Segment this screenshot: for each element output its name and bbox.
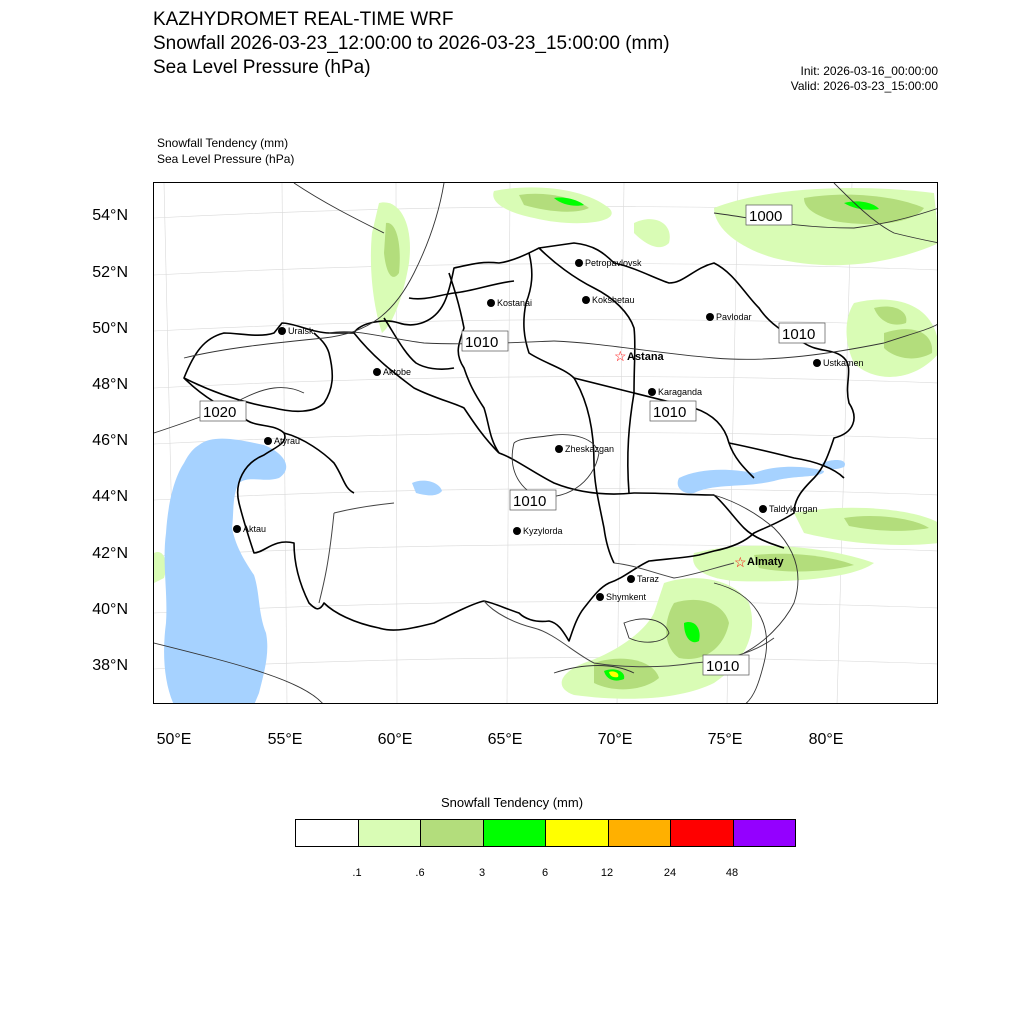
colorbar-label: 24 xyxy=(663,867,677,879)
lon-label: 80°E xyxy=(808,731,844,748)
valid-time: Valid: 2026-03-23_15:00:00 xyxy=(790,79,938,93)
city-label: Astana xyxy=(627,351,664,363)
city-label: Kostanai xyxy=(497,298,533,308)
lat-label: 38°N xyxy=(92,657,128,674)
city-marker xyxy=(582,296,590,304)
city-kostanai xyxy=(487,298,532,308)
city-astana xyxy=(614,348,665,364)
city-zheskazgan xyxy=(555,444,614,454)
city-shymkent xyxy=(596,592,647,602)
city-label: Petropavlovsk xyxy=(585,258,642,268)
pressure-label: 1000 xyxy=(749,208,783,225)
city-label: Shymkent xyxy=(606,592,647,602)
colorbar-swatch xyxy=(671,820,734,846)
city-marker xyxy=(487,299,495,307)
lat-label: 46°N xyxy=(92,432,128,449)
city-aktau xyxy=(233,524,266,534)
region-border xyxy=(539,248,635,393)
city-kyzylorda xyxy=(513,526,563,536)
city-marker xyxy=(813,359,821,367)
lon-label: 60°E xyxy=(377,731,413,748)
colorbar-label: 3 xyxy=(478,867,486,879)
init-time: Init: 2026-03-16_00:00:00 xyxy=(800,64,938,78)
city-atyrau xyxy=(264,436,300,446)
city-marker xyxy=(278,327,286,335)
lat-label: 42°N xyxy=(92,545,128,562)
lat-label: 50°N xyxy=(92,320,128,337)
lat-label: 48°N xyxy=(92,376,128,393)
colorbar-swatch xyxy=(359,820,422,846)
city-label: Ustkamen xyxy=(823,358,864,368)
city-label: Atyrau xyxy=(274,436,301,446)
city-marker xyxy=(233,525,241,533)
lat-label: 44°N xyxy=(92,488,128,505)
subtitle-pressure: Sea Level Pressure (hPa) xyxy=(157,152,295,166)
colorbar-swatch xyxy=(734,820,796,846)
pressure-label: 1010 xyxy=(782,326,816,343)
snow-area xyxy=(634,219,670,247)
city-taldykurgan xyxy=(759,504,818,514)
city-uralsk xyxy=(278,326,314,336)
city-marker xyxy=(627,575,635,583)
region-border xyxy=(409,281,514,299)
colorbar-label: 48 xyxy=(725,867,739,879)
colorbar-label: 6 xyxy=(541,867,549,879)
title-line-1: KAZHYDROMET REAL-TIME WRF xyxy=(153,9,454,30)
city-ustkamen xyxy=(813,358,864,368)
colorbar-label: 12 xyxy=(600,867,614,879)
pressure-label: 1010 xyxy=(706,658,740,675)
city-taraz xyxy=(627,574,660,584)
capital-star-icon: ☆ xyxy=(734,554,747,570)
city-almaty xyxy=(734,554,785,570)
city-label: Uralsk xyxy=(288,326,314,336)
snow-area xyxy=(562,578,752,699)
aral-sea xyxy=(412,481,442,496)
lat-label: 54°N xyxy=(92,207,128,224)
city-label: Kyzylorda xyxy=(523,526,563,536)
city-karaganda xyxy=(648,387,702,397)
city-label: Aktau xyxy=(243,524,267,534)
colorbar-label: .6 xyxy=(415,867,425,879)
city-label: Kokshetau xyxy=(592,295,635,305)
city-label: Taldykurgan xyxy=(769,504,818,514)
city-label: Taraz xyxy=(637,574,660,584)
title-line-3: Sea Level Pressure (hPa) xyxy=(153,57,371,78)
pressure-label: 1010 xyxy=(653,404,687,421)
colorbar xyxy=(295,819,796,847)
pressure-label: 1010 xyxy=(465,334,499,351)
city-label: Aktobe xyxy=(383,367,412,377)
city-marker xyxy=(555,445,563,453)
city-label: Zheskazgan xyxy=(565,444,615,454)
city-marker xyxy=(706,313,714,321)
pressure-label: 1010 xyxy=(513,493,547,510)
lon-label: 65°E xyxy=(487,731,523,748)
lon-label: 75°E xyxy=(707,731,743,748)
colorbar-swatch xyxy=(546,820,609,846)
lat-label: 52°N xyxy=(92,264,128,281)
balkhash xyxy=(678,467,824,494)
city-marker xyxy=(759,505,767,513)
city-marker xyxy=(596,593,604,601)
city-kokshetau xyxy=(582,295,635,305)
title-line-2: Snowfall 2026-03-23_12:00:00 to 2026-03-23_15:00:00 (mm) xyxy=(153,33,670,54)
colorbar-swatch xyxy=(484,820,547,846)
city-label: Karaganda xyxy=(658,387,703,397)
region-border xyxy=(574,378,614,563)
subtitle-snowfall: Snowfall Tendency (mm) xyxy=(157,136,289,150)
lon-label: 55°E xyxy=(267,731,303,748)
colorbar-label: .1 xyxy=(352,867,362,879)
colorbar-swatch xyxy=(609,820,672,846)
city-marker xyxy=(575,259,583,267)
city-marker xyxy=(648,388,656,396)
lon-label: 70°E xyxy=(597,731,633,748)
city-marker xyxy=(513,527,521,535)
lat-label: 40°N xyxy=(92,601,128,618)
capital-star-icon: ☆ xyxy=(614,348,627,364)
city-label: Pavlodar xyxy=(716,312,752,322)
pressure-label: 1020 xyxy=(203,404,237,421)
city-petropavlovsk xyxy=(575,258,642,268)
colorbar-title: Snowfall Tendency (mm) xyxy=(440,795,584,810)
region-border xyxy=(714,495,784,548)
city-label: Almaty xyxy=(747,556,784,568)
city-marker xyxy=(264,437,272,445)
lon-label: 50°E xyxy=(156,731,192,748)
map-panel xyxy=(153,182,938,704)
map-svg xyxy=(154,183,938,704)
city-marker xyxy=(373,368,381,376)
region-border xyxy=(628,393,634,493)
colorbar-swatch xyxy=(421,820,484,846)
snow-area xyxy=(154,552,166,583)
colorbar-swatch xyxy=(296,820,359,846)
city-aktobe xyxy=(373,367,411,377)
run-info xyxy=(791,64,938,94)
